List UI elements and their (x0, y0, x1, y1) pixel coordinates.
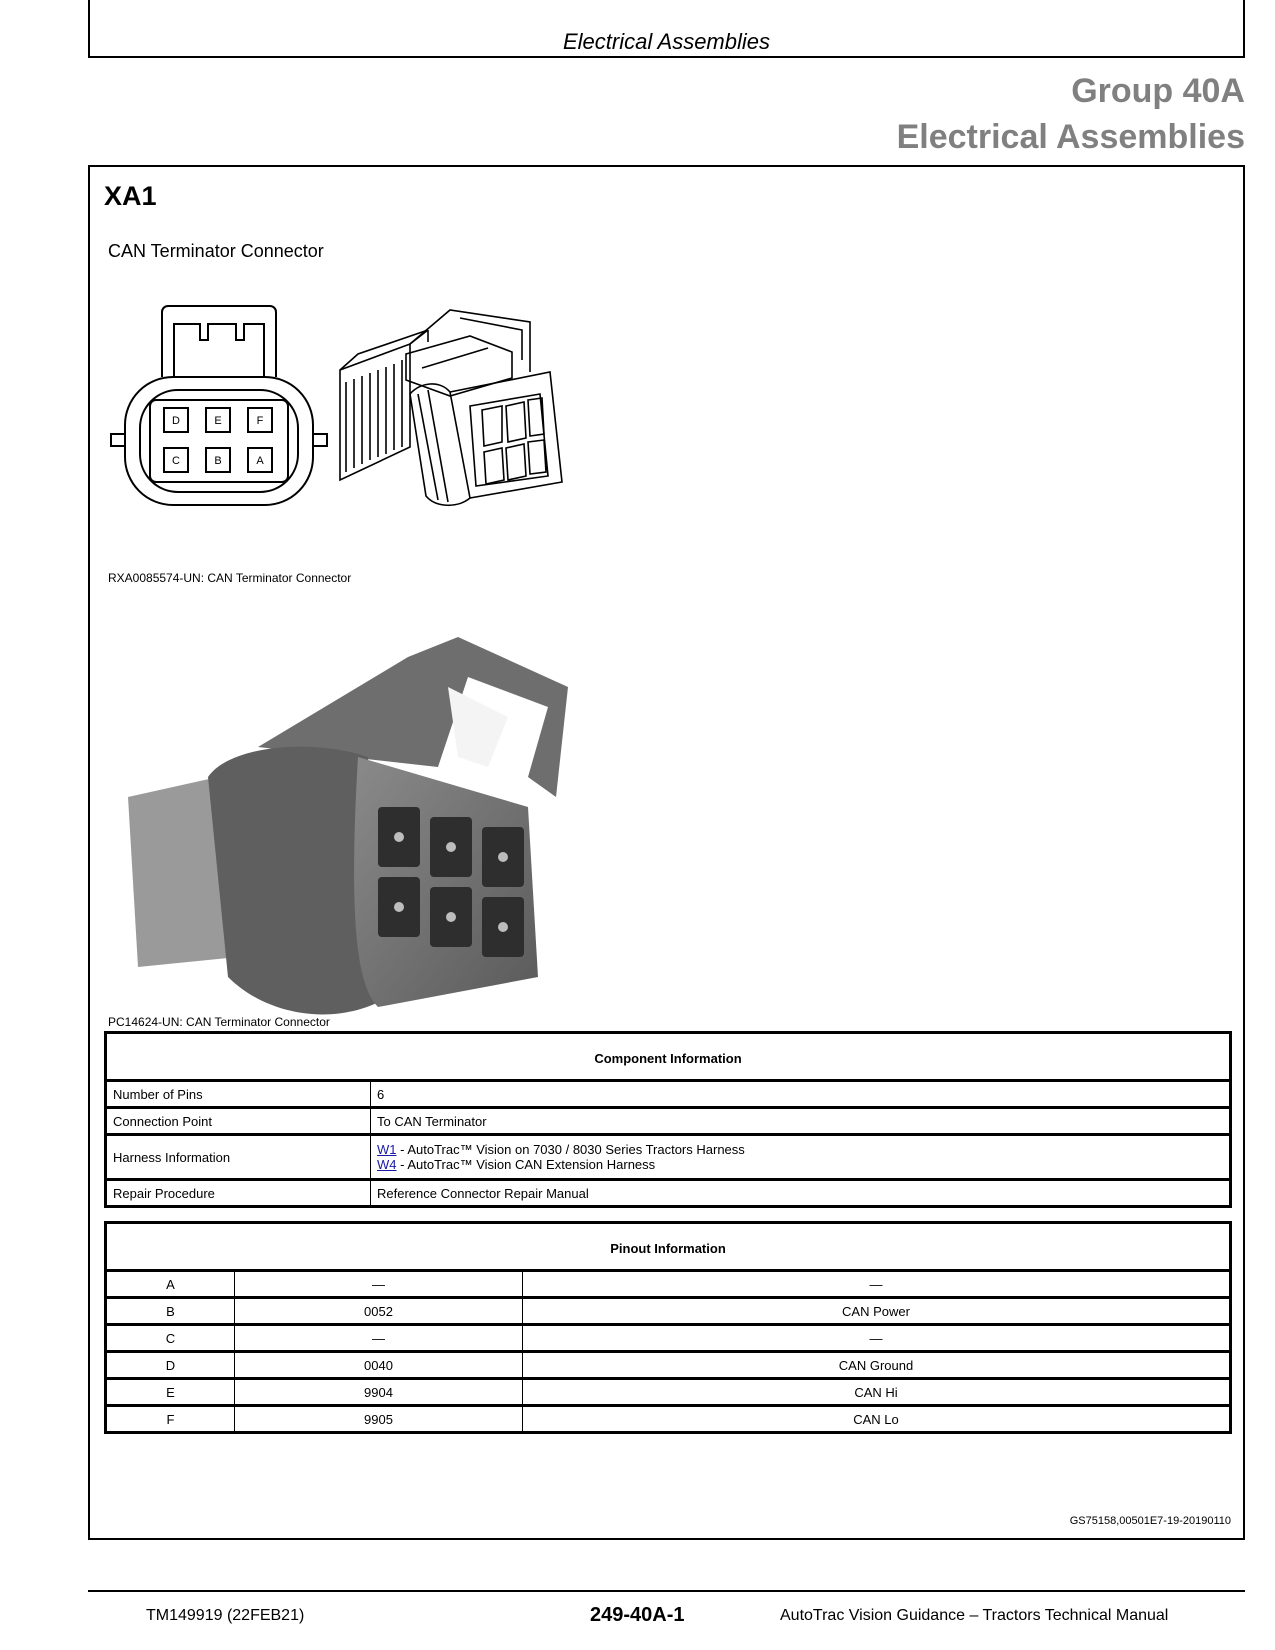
pin-id: D (106, 1352, 235, 1379)
table-row (106, 1081, 1231, 1108)
connector-photo (108, 627, 578, 1027)
component-info-heading: Component Information (106, 1033, 1231, 1081)
wire-number: — (235, 1271, 523, 1298)
wire-number: 9905 (235, 1406, 523, 1433)
pin-function: — (523, 1325, 1231, 1352)
pin-label-f: F (256, 415, 264, 427)
footer-divider (88, 1590, 1245, 1592)
footer-manual-title: AutoTrac Vision Guidance – Tractors Technical Manual (780, 1607, 1169, 1624)
harness-info-cell (371, 1135, 1231, 1180)
info-value: To CAN Terminator (371, 1108, 1231, 1135)
info-label: Repair Procedure (106, 1180, 371, 1207)
info-value: 6 (371, 1081, 1231, 1108)
connector-line-drawing (110, 302, 580, 532)
pin-label-b: B (214, 455, 222, 467)
pin-function: CAN Ground (523, 1352, 1231, 1379)
group-number: Group 40A (1071, 72, 1245, 110)
group-heading (897, 68, 1245, 160)
isometric-view (340, 310, 562, 505)
wire-number: 0052 (235, 1298, 523, 1325)
table-row (106, 1108, 1231, 1135)
harness-item (377, 1142, 1223, 1157)
group-title: Electrical Assemblies (896, 118, 1245, 156)
pin-function: CAN Hi (523, 1379, 1231, 1406)
pin-id: C (106, 1325, 235, 1352)
pin-id: E (106, 1379, 235, 1406)
info-label: Harness Information (106, 1135, 371, 1180)
pin-function: CAN Lo (853, 1411, 899, 1427)
left-ear (111, 434, 125, 446)
table-row (106, 1298, 1231, 1325)
pin-cavity-block (150, 400, 288, 482)
table-row (106, 1325, 1231, 1352)
component-id: XA1 (104, 181, 157, 211)
connector-body-outer (125, 377, 313, 505)
document-code: GS75158,00501E7-19-20190110 (1069, 1515, 1231, 1527)
harness-link-w4[interactable]: W4 (377, 1157, 397, 1172)
figure-caption-1: RXA0085574-UN: CAN Terminator Connector (108, 571, 352, 585)
pin-label-d: D (172, 415, 180, 427)
info-label: Connection Point (106, 1108, 371, 1135)
component-info-table (104, 1031, 1232, 1208)
right-ear (313, 434, 327, 446)
connector-body-inner (140, 390, 298, 492)
latch-inner (174, 324, 264, 377)
footer-manual-id: TM149919 (22FEB21) (146, 1607, 305, 1624)
pin-function: — (523, 1271, 1231, 1298)
info-label: Number of Pins (106, 1081, 371, 1108)
pin-id: A (106, 1271, 235, 1298)
table-row (106, 1135, 1231, 1180)
table-row (106, 1406, 1231, 1433)
figure-caption-2: PC14624-UN: CAN Terminator Connector (108, 1015, 330, 1029)
info-value: Reference Connector Repair Manual (377, 1185, 589, 1201)
running-header: Electrical Assemblies (562, 29, 771, 54)
pinout-table (104, 1221, 1232, 1434)
wire-number: 9904 (235, 1379, 523, 1406)
table-row (106, 1180, 1231, 1207)
wire-number: 0040 (235, 1352, 523, 1379)
pin-label-a: A (256, 455, 264, 467)
wire-number: — (235, 1325, 523, 1352)
pin-id: F (106, 1406, 235, 1433)
component-name: CAN Terminator Connector (108, 241, 324, 261)
latch-outline (162, 306, 276, 377)
pin-label-e: E (214, 415, 222, 427)
table-row (106, 1271, 1231, 1298)
harness-item (377, 1157, 1223, 1172)
pin-id: B (106, 1298, 235, 1325)
pin-function: CAN Power (523, 1298, 1231, 1325)
harness-link-w1[interactable]: W1 (377, 1142, 397, 1157)
running-header-box (88, 0, 1245, 58)
footer-page-number: 249-40A-1 (590, 1604, 685, 1626)
table-row (106, 1352, 1231, 1379)
harness-description: - AutoTrac™ Vision on 7030 / 8030 Series Tractors Harness (396, 1142, 745, 1157)
pin-label-c: C (172, 455, 180, 467)
harness-description: - AutoTrac™ Vision CAN Extension Harness (396, 1157, 656, 1172)
table-row (106, 1379, 1231, 1406)
component-section (88, 165, 1245, 1540)
pinout-heading: Pinout Information (106, 1223, 1231, 1271)
